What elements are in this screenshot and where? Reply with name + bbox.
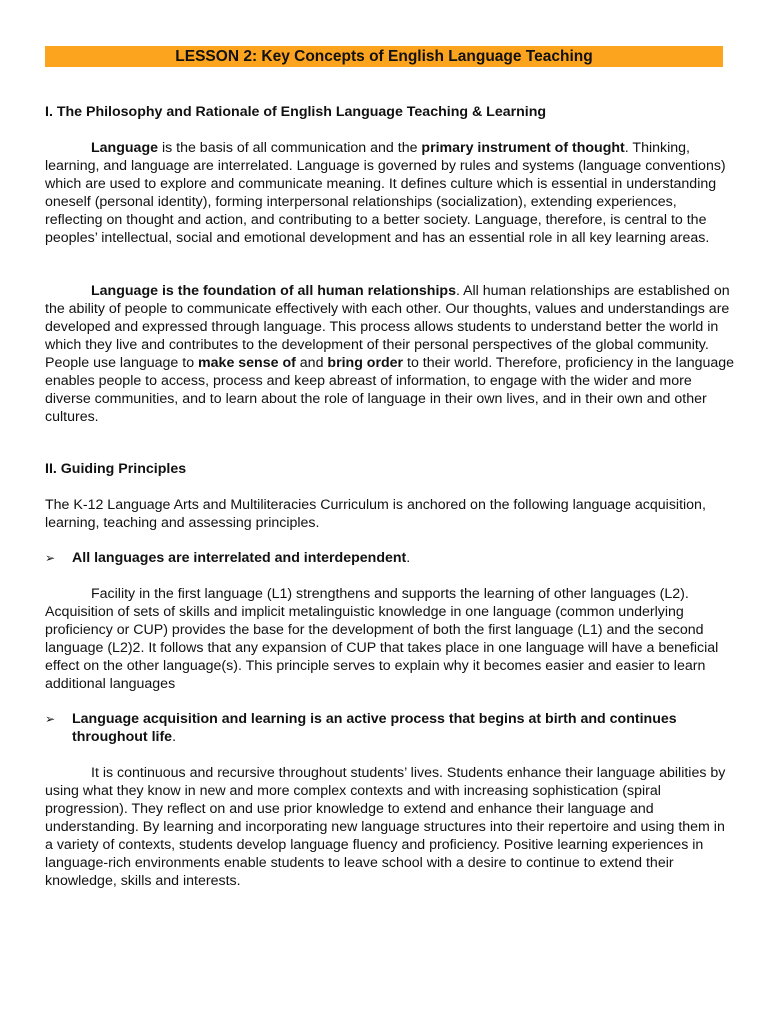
lesson-title: LESSON 2: Key Concepts of English Language Teaching [45, 46, 723, 67]
paragraph-first-language [45, 585, 735, 693]
paragraph-language-basis [45, 139, 735, 247]
bullet-principle-active-process [45, 710, 735, 746]
bold-term-make-sense: make sense of [198, 355, 296, 371]
bullet-principle-interrelated [45, 549, 735, 567]
bullet-tail: . [172, 729, 177, 745]
paragraph-human-relationships [45, 282, 735, 426]
bold-term-foundation: Language is the foundation of all human relationships [91, 283, 456, 299]
bold-term-instrument: primary instrument of thought [421, 140, 625, 156]
bold-term-language: Language [91, 140, 159, 156]
bold-term-bring-order: bring order [327, 355, 404, 371]
bullet-text: Language acquisition and learning is an active process that begins at birth and continues throughout life [72, 711, 677, 745]
paragraph-text: . All human relationships are established on the ability of people to communicate effectively with each other. Our thoughts, values and understandings are developed and expressed through language. This process allows students to understand better the world in which they live and contributes to the development of their personal perspectives of the global community. People use language to [45, 283, 730, 371]
paragraph-continuous-recursive [45, 764, 735, 890]
arrow-bullet-icon: ➢ [45, 712, 56, 726]
paragraph-text: It is continuous and recursive throughout students’ lives. Students enhance their language abilities by using what they know in new and more complex contexts and with increasing sophistication (spiral progression). They reflect on and use prior knowledge to extend and enhance their language and understanding. By learning and incorporating new language structures into their repertoire and using them in a variety of contexts, students develop language fluency and proficiency. Positive learning experiences in language-rich environments enable students to leave school with a desire to continue to extend their knowledge, skills and interests. [45, 765, 726, 889]
paragraph-text: . Thinking, learning, and language are interrelated. Language is governed by rules and systems (language conventions) which are used to explore and communicate meaning. It defines culture which is essential in understanding oneself (personal identity), forming interpersonal relationships (socialization), extending experiences, reflecting on thought and action, and contributing to a better society. Language, therefore, is central to the peoples’ intellectual, social and emotional development and has an essential role in all key learning areas. [45, 140, 726, 246]
paragraph-curriculum-intro: The K-12 Language Arts and Multiliteracies Curriculum is anchored on the following language acquisition, learning, teaching and assessing principles. [45, 497, 706, 531]
paragraph-text: is the basis of all communication and the [158, 140, 422, 156]
section-heading-guiding-principles: II. Guiding Principles [45, 461, 187, 477]
paragraph-text: Facility in the first language (L1) strengthens and supports the learning of other languages (L2). Acquisition of sets of skills and implicit metalinguistic knowledge in one language (common underlying proficiency or CUP) provides the base for the development of both the first language (L1) and the second language (L2)2. It follows that any expansion of CUP that takes place in one language will have a beneficial effect on the other language(s). This principle serves to explain why it becomes easier and easier to learn additional languages [45, 586, 719, 692]
bullet-tail: . [406, 550, 411, 566]
bullet-text: All languages are interrelated and interdependent [72, 550, 407, 566]
section-heading-philosophy: I. The Philosophy and Rationale of English Language Teaching & Learning [45, 104, 547, 120]
paragraph-text: and [295, 355, 328, 371]
paragraph-text: to their world. Therefore, proficiency in the language enables people to access, process and keep abreast of information, to engage with the wider and more diverse communities, and to learn about the role of language in their own lives, and in their own and other cultures. [45, 355, 735, 425]
arrow-bullet-icon: ➢ [45, 551, 56, 565]
